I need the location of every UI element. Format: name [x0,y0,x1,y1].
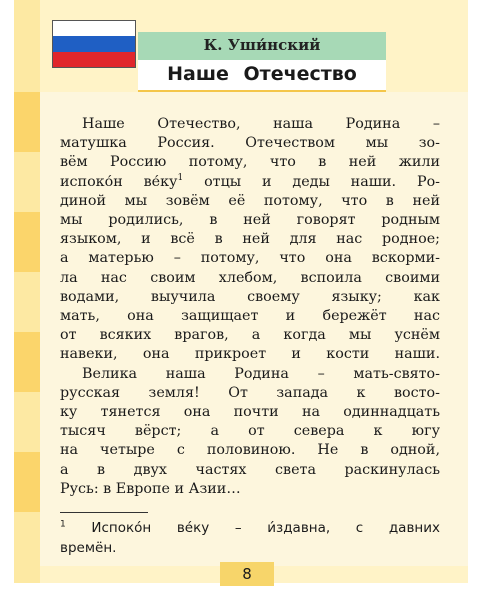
text-line: мы родились, в ней говорят родным [60,212,440,229]
text-line: испоко́н $ве́ку^1$ отцы и деды наши. Ро- [60,172,441,190]
text-line: вём Россию потому, что в ней жили [60,154,440,171]
text-line: навеки, она прикроет и кости наши. [60,346,440,363]
author-band [138,32,386,60]
text-line: русская земля! От запада к восто- [60,384,440,401]
story-text [60,115,440,499]
text-line: Русь: в Европе и Азии… [60,480,241,497]
text-line: а в двух частях света раскинулась [60,461,440,478]
footnote-line: времён. [60,540,117,556]
page-number: 8 [242,565,252,583]
text-line: мать, она защищает и бережёт нас [60,308,440,325]
text-line: диной мы зовём её потому, что в ней [60,192,440,209]
text-line: ла нас своим хлебом, вспоила своими [60,269,440,286]
footnote-divider [60,512,148,513]
text-line: ку тянется она почти на одиннадцать [60,404,440,421]
footnote-marker: 1 [177,172,184,183]
footnote-line: $^1$ Испоко́н ве́ку – и́здавна, с давних [60,519,440,536]
text-line: Наше Отечество, наша Родина – [82,116,440,132]
text-line: матушка Россия. Отечеством мы зо- [60,135,440,152]
title-band [138,60,386,92]
page-title: Наше Отечество [167,63,357,85]
footnote-number: 1 [60,519,66,530]
text-line: тысяч вёрст; а от севера к югу [60,423,440,440]
text-line: на четыре с половиною. Не в одной, [60,442,440,459]
left-decorative-strip [14,0,40,583]
text-line: Велика наша Родина – мать-свято- [82,365,440,382]
text-line: а матерью – потому, что она вскорми- [60,250,440,267]
footnote [60,518,440,558]
russian-flag-icon [52,20,136,68]
page-number-box [220,562,274,586]
text-line: водами, выучила своему языку; как [60,288,440,305]
text-line: от всяких врагов, а когда мы уснём [60,327,440,344]
author-name: К. Уши́нский [203,36,321,54]
text-line: языком, и всё в ней для нас родное; [60,231,440,248]
